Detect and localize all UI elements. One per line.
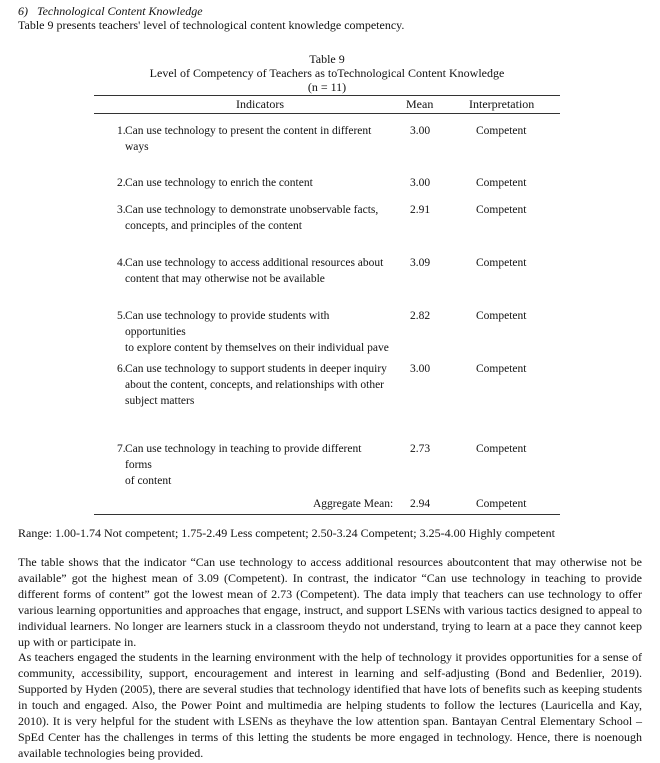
paragraph: As teachers engaged the students in the learning environment with the help of technology it provides opportunities for a sense of community, accessibility, support, encouragement and interest in learning and self-adjusting (Bond and Bedenlier, 2019). Supported by Hyden (2005), there are several studies that technology identified that have lots of benefits such as keeping students in touch and engaged. Also, the Power Point and multimedia are helping students to follow the lectures (Lauricella and Kay, 2010). It is very helpful for the student with LSENs as theyhave the low attention span. Bantayan Central Elementary School – SpEd Center has the challenges in terms of this letting the students be more engaged in technology. Hence, there is noenough available technologies being provided. [18,650,642,760]
header-mean: Mean [406,97,434,111]
indicator-text: opportunities [125,326,186,338]
indicator-text: Can use technology to support students in deeper inquiry [125,363,387,375]
row-number: 3. [117,204,126,216]
table-bottom-rule [94,514,560,515]
indicator-text: ways [125,141,149,153]
indicator-text: Can use technology to provide students with [125,310,330,322]
interpretation-value: Competent [476,177,527,189]
indicator-text: Can use technology in teaching to provide different [125,443,362,455]
indicator-text: subject matters [125,395,195,407]
table-title: Level of Competency of Teachers as toTechnological Content Knowledge [149,66,505,80]
mean-value: 3.09 [410,257,431,269]
indicator-text: Can use technology to enrich the content [125,177,313,189]
range-note: Range: 1.00-1.74 Not competent; 1.75-2.49 Less competent; 2.50-3.24 Competent; 3.25-4.00 Highly competent [18,526,555,540]
row-number: 1. [117,125,126,137]
indicator-text: content that may otherwise not be available [125,273,325,285]
table-top-rule [94,95,560,96]
header-indicators: Indicators [236,97,284,111]
mean-value: 2.73 [410,443,431,455]
table-n: (n = 11) [307,80,347,94]
aggregate-interpretation: Competent [476,498,527,510]
mean-value: 3.00 [410,177,431,189]
interpretation-value: Competent [476,443,527,455]
interpretation-value: Competent [476,204,527,216]
indicator-text: Can use technology to access additional resources about [125,257,384,269]
indicator-text: to explore content by themselves on their individual pave [125,342,389,354]
mean-value: 3.00 [410,363,431,375]
indicator-text: of content [125,475,172,487]
section-number: 6) [18,4,28,18]
mean-value: 2.82 [410,310,431,322]
row-number: 6. [117,363,126,375]
aggregate-label: Aggregate Mean: [313,498,394,510]
paragraph: The table shows that the indicator “Can use technology to access additional resources aboutcontent that may otherwise not be available” got the highest mean of 3.09 (Competent). In contrast, the indicator “Can use technology in teaching to provide different forms of content” got the lowest mean of 2.73 (Competent). The data imply that teachers can use technology to offer various learning opportunities and approaches that engage, instruct, and support LSENs with various tactics designed to appeal to individual learners. No longer are learners stuck in a classroom theydo not understand, trying to learn at a pace they cannot keep up with or participate in. [18,555,642,649]
indicator-text: Can use technology to present the content in different [125,125,372,137]
section-heading [18,4,203,19]
indicator-text: forms [125,459,152,471]
table-label: Table 9 [309,52,345,66]
indicator-text: Can use technology to demonstrate unobservable facts, [125,204,379,216]
header-rule [94,113,560,114]
section-title: Technological Content Knowledge [37,4,203,18]
interpretation-value: Competent [476,125,527,137]
header-interpretation: Interpretation [469,97,535,111]
interpretation-value: Competent [476,257,527,269]
discussion-text [18,555,642,762]
aggregate-mean: 2.94 [410,498,431,510]
indicator-text: about the content, concepts, and relationships with other [125,379,385,391]
row-number: 2. [117,177,126,189]
interpretation-value: Competent [476,310,527,322]
mean-value: 3.00 [410,125,431,137]
row-number: 4. [117,257,126,269]
row-number: 5. [117,310,126,322]
row-number: 7. [117,443,126,455]
mean-value: 2.91 [410,204,431,216]
indicator-text: concepts, and principles of the content [125,220,302,232]
interpretation-value: Competent [476,363,527,375]
section-intro: Table 9 presents teachers' level of technological content knowledge competency. [18,18,405,32]
